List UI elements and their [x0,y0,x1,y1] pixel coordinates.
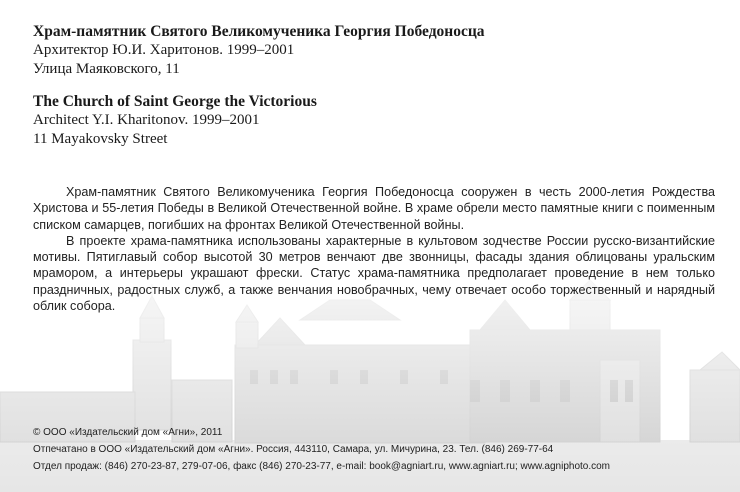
russian-architect: Архитектор Ю.И. Харитонов. 1999–2001 [33,42,295,58]
russian-heading-block [33,22,485,79]
english-address: 11 Mayakovsky Street [33,131,168,147]
printed-line: Отпечатано в ООО «Издательский дом «Агни». Россия, 443110, Самара, ул. Мичурина, 23. Тел. (846) 269-77-64 [33,444,554,456]
description-paragraph-1: Храм-памятник Святого Великомученика Георгия Победоносца сооружен в честь 2000-летия Рождества Христова и 55-летия Победы в Великой Отечественной войне. В храме обрели место памятные книги с поименным списком самарцев, погибших на фронтах Великой Отечественной войны. [33,185,715,232]
english-title: The Church of Saint George the Victorious [33,93,317,110]
description-text [33,184,715,314]
english-architect: Architect Y.I. Kharitonov. 1999–2001 [33,112,260,128]
copyright-line: © ООО «Издательский дом «Агни», 2011 [33,427,223,438]
sales-contact-line: Отдел продаж: (846) 270-23-87, 279-07-06, факс (846) 270-23-77, e-mail: book@agniart.ru, www.agniart.ru; www.agniphoto.com [33,461,611,473]
english-heading-block [33,92,317,149]
publisher-footer [33,424,610,476]
russian-address: Улица Маяковского, 11 [33,61,180,77]
description-paragraph-2: В проекте храма-памятника использованы характерные в культовом зодчестве России русско-византийские мотивы. Пятиглавый собор высотой 30 метров венчают две звонницы, фасады здания облицованы уральским мрамором, а интерьеры украшают фрески. Статус храма-памятника предполагает проведение в нем только праздничных, радостных служб, а также венчания новобрачных, чему отвечает особо торжественный и нарядный облик собора. [33,233,715,314]
russian-title: Храм-памятник Святого Великомученика Георгия Победоносца [33,23,485,40]
